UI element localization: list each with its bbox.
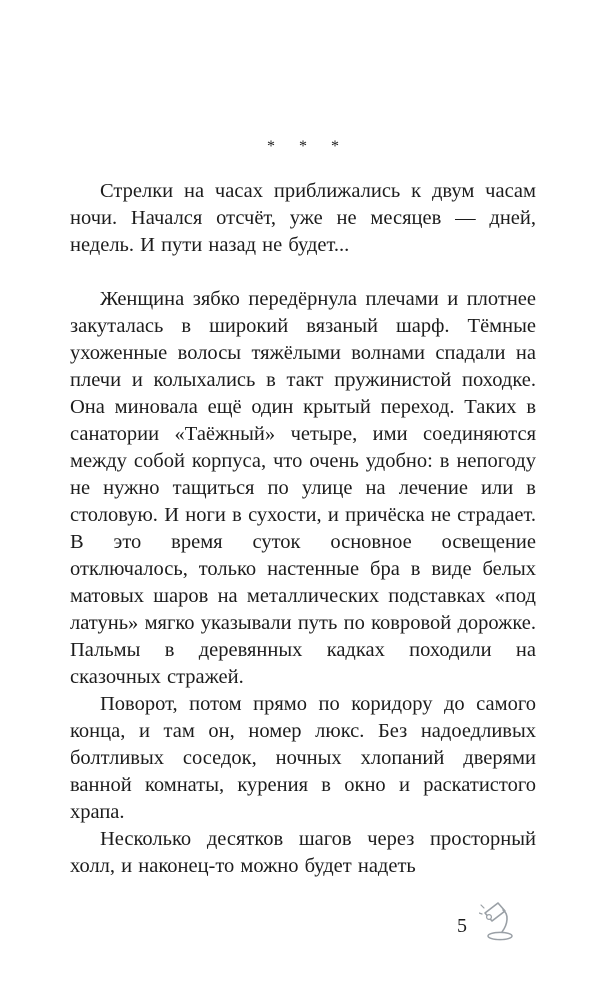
paragraph: Женщина зябко передёрнула плечами и плотнее закуталась в широкий вязаный шарф. Тёмные ухоженные волосы тяжёлыми волнами спадали на плечи и колыхались в такт пружинистой походке. Она миновала ещё один крытый переход. Таких в санатории «Таёжный» четыре, ими соединяются между собой корпуса, что очень удобно: в непогоду не нужно тащиться по улице на лечение или в столовую. И ноги в сухости, и причёска не страдает. В это время суток основное освещение отключалось, только настенные бра в виде белых матовых шаров на металлических подставках «под латунь» мягко указывали путь по ковровой дорожке. Пальмы в деревянных кадках походили на сказочных стражей.	[70, 288, 536, 688]
page-footer	[457, 896, 517, 942]
section-separator: * * *	[267, 138, 349, 155]
paragraph: Стрелки на часах приближались к двум часам ночи. Начался отсчёт, уже не месяцев — дней, недель. И пути назад не будет...	[70, 180, 536, 256]
text-block	[70, 178, 536, 880]
book-page	[70, 138, 536, 880]
desk-lamp-icon	[479, 896, 517, 942]
paragraph: Поворот, потом прямо по коридору до самого конца, и там он, номер люкс. Без надоедливых болтливых соседок, ночных хлопаний дверями ванной комнаты, курения в окно и раскатистого храпа.	[70, 693, 536, 823]
paragraph: Несколько десятков шагов через просторный холл, и наконец-то можно будет надеть	[70, 828, 536, 877]
page-number: 5	[457, 915, 467, 937]
